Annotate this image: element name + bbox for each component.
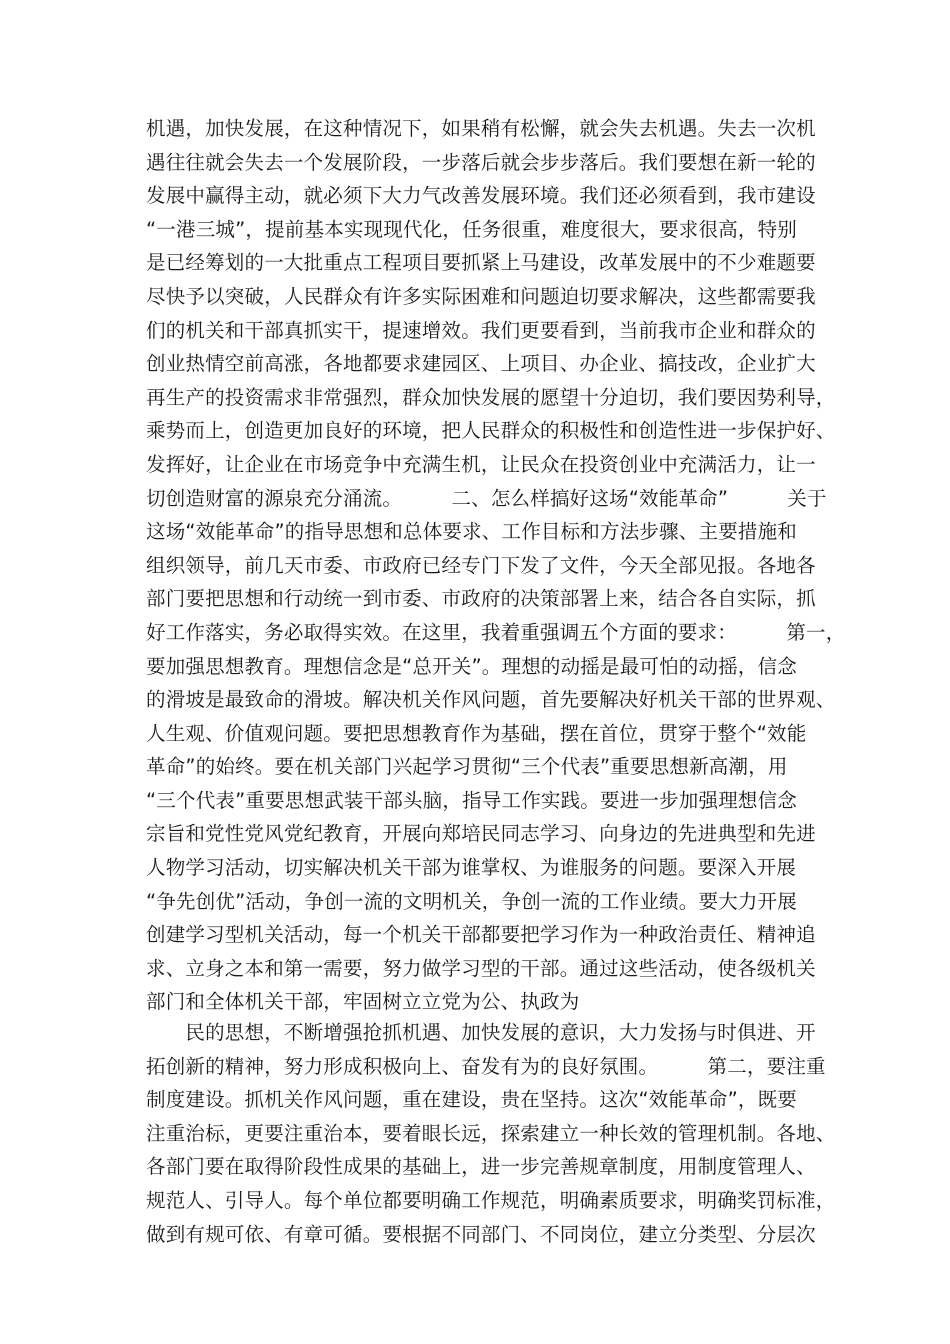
text-line: 乘势而上，创造更加良好的环境，把人民群众的积极性和创造性进一步保护好、 <box>146 419 836 443</box>
text-line: 是已经筹划的一大批重点工程项目要抓紧上马建设，改革发展中的不少难题要 <box>146 251 816 275</box>
text-line: “一港三城”，提前基本实现现代化，任务很重，难度很大，要求很高，特别 <box>146 217 798 241</box>
text-line: 的滑坡是最致命的滑坡。解决机关作风问题，首先要解决好机关干部的世界观、 <box>146 688 836 712</box>
text-line: 切创造财富的源泉充分涌流。 二、怎么样搞好这场“效能革命” 关于 <box>146 486 827 510</box>
text-line: 求、立身之本和第一需要，努力做学习型的干部。通过这些活动，使各级机关 <box>146 956 816 980</box>
text-line: 发展中赢得主动，就必须下大力气改善发展环境。我们还必须看到，我市建设 <box>146 184 816 208</box>
text-line: 部门和全体机关干部，牢固树立立党为公、执政为 <box>146 990 580 1014</box>
text-line: “三个代表”重要思想武装干部头脑，指导工作实践。要进一步加强理想信念 <box>146 788 798 812</box>
text-line: 好工作落实，务必取得实效。在这里，我着重强调五个方面的要求： 第一， <box>146 620 846 644</box>
text-line: 人物学习活动，切实解决机关干部为谁掌权、为谁服务的问题。要深入开展 <box>146 856 797 880</box>
text-line: 宗旨和党性党风党纪教育，开展向郑培民同志学习、向身边的先进典型和先进 <box>146 822 816 846</box>
text-line: 拓创新的精神，努力形成积极向上、奋发有为的良好氛围。 第二，要注重 <box>146 1054 826 1078</box>
text-line: 民的思想，不断增强抢抓机遇、加快发展的意识，大力发扬与时俱进、开 <box>146 1021 816 1044</box>
text-line: 这场“效能革命”的指导思想和总体要求、工作目标和方法步骤、主要措施和 <box>146 520 798 544</box>
text-line: 人生观、价值观问题。要把思想教育作为基础，摆在首位，贯穿于整个“效能 <box>146 721 807 745</box>
text-line: 创建学习型机关活动，每一个机关干部都要把学习作为一种政治责任、精神追 <box>146 923 816 947</box>
text-line: 做到有规可依、有章可循。要根据不同部门、不同岗位，建立分类型、分层次 <box>146 1222 816 1246</box>
text-line: 组织领导，前几天市委、市政府已经专门下发了文件，今天全部见报。各地各 <box>146 553 816 577</box>
text-line: 规范人、引导人。每个单位都要明确工作规范，明确素质要求，明确奖罚标准， <box>146 1188 836 1212</box>
text-line: 制度建设。抓机关作风问题，重在建设，贵在坚持。这次“效能革命”，既要 <box>146 1088 798 1112</box>
text-line: 尽快予以突破，人民群众有许多实际困难和问题迫切要求解决，这些都需要我 <box>146 284 816 308</box>
text-line: 遇往往就会失去一个发展阶段，一步落后就会步步落后。我们要想在新一轮的 <box>146 150 816 174</box>
body-paragraph-1 <box>146 112 846 1019</box>
text-line: 机遇，加快发展，在这种情况下，如果稍有松懈，就会失去机遇。失去一次机 <box>146 117 816 140</box>
text-line: 创业热情空前高涨，各地都要求建园区、上项目、办企业、搞技改，企业扩大 <box>146 352 816 376</box>
text-line: 部门要把思想和行动统一到市委、市政府的决策部署上来，结合各自实际，抓 <box>146 587 816 611</box>
text-line: 再生产的投资需求非常强烈，群众加快发展的愿望十分迫切，我们要因势利导， <box>146 385 836 409</box>
body-paragraph-2 <box>146 1016 836 1251</box>
text-line: 们的机关和干部真抓实干，提速增效。我们更要看到，当前我市企业和群众的 <box>146 318 816 342</box>
text-line: 要加强思想教育。理想信念是“总开关”。理想的动摇是最可怕的动摇，信念 <box>146 654 798 678</box>
text-line: “争先创优”活动，争创一流的文明机关，争创一流的工作业绩。要大力开展 <box>146 889 798 913</box>
text-line: 各部门要在取得阶段性成果的基础上，进一步完善规章制度，用制度管理人、 <box>146 1155 816 1179</box>
text-line: 注重治标，更要注重治本，要着眼长远，探索建立一种长效的管理机制。各地、 <box>146 1121 836 1145</box>
text-line: 发挥好，让企业在市场竞争中充满生机，让民众在投资创业中充满活力，让一 <box>146 452 816 476</box>
text-line: 革命”的始终。要在机关部门兴起学习贯彻“三个代表”重要思想新高潮，用 <box>146 755 788 779</box>
